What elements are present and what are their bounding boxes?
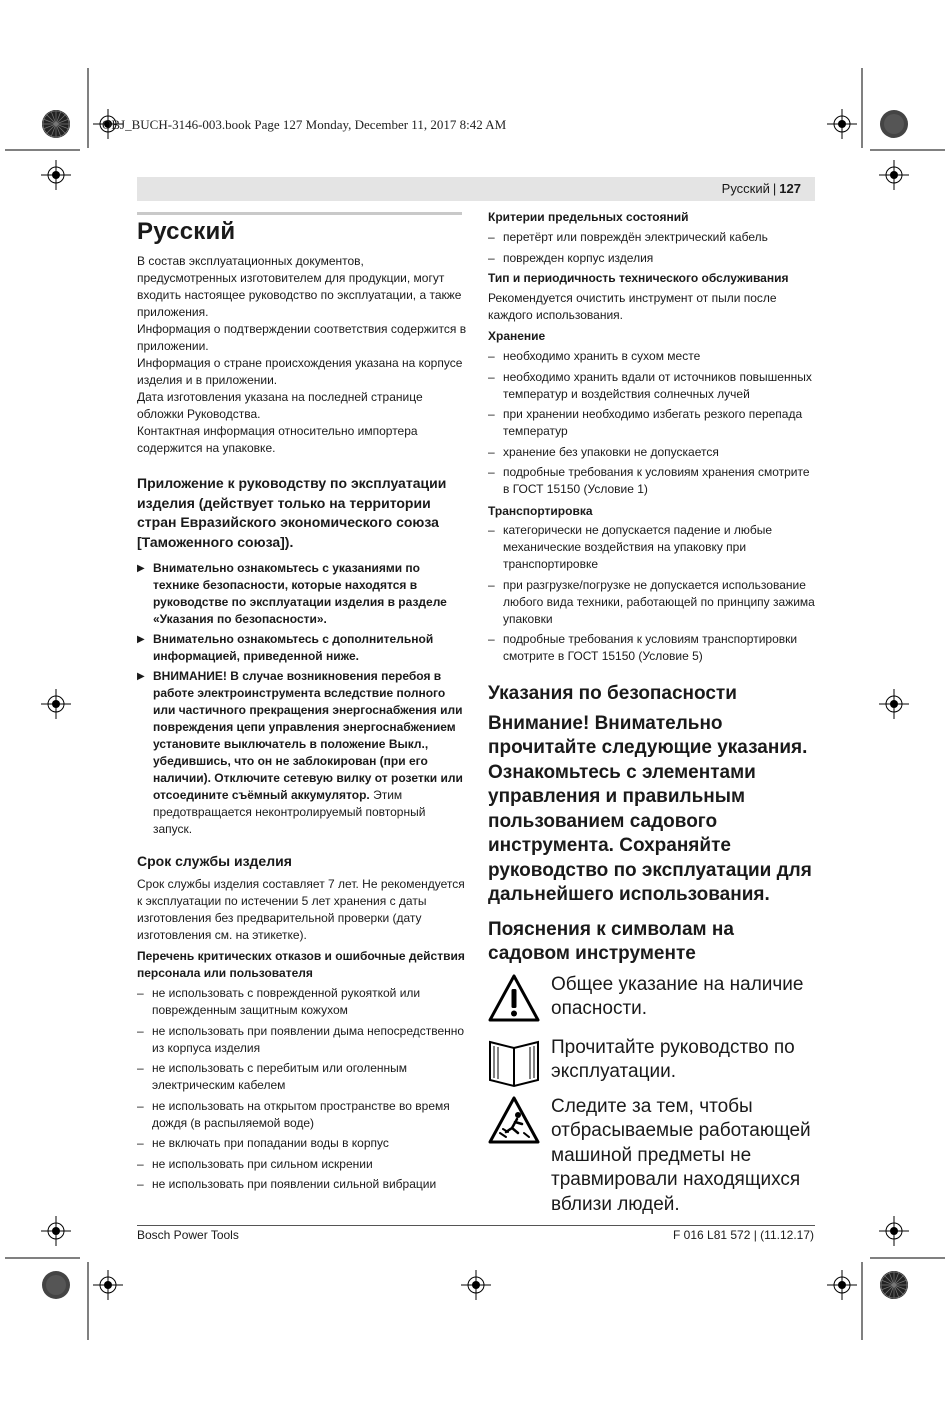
list-item-text: категорически не допускается падение и любые механические воздействия на упаковку при транспортировке bbox=[503, 523, 773, 571]
list-item bbox=[137, 1176, 467, 1193]
transport-heading: Транспортировка bbox=[488, 504, 593, 518]
dash-marker: – bbox=[488, 230, 495, 244]
arrow-marker-icon: ▶ bbox=[137, 563, 145, 574]
list-item bbox=[488, 229, 818, 246]
list-item-text: не использовать при появлении сильной вибрации bbox=[152, 1177, 437, 1191]
list-item bbox=[137, 1098, 467, 1132]
symbol-entry bbox=[488, 1036, 818, 1085]
limit-states-list bbox=[488, 229, 818, 267]
dash-marker: – bbox=[488, 465, 495, 479]
dash-marker: – bbox=[488, 632, 495, 646]
normal-text: Этим предотвращается неконтролируемый повторный запуск. bbox=[153, 788, 426, 836]
list-item bbox=[488, 577, 818, 628]
header-separator: | bbox=[772, 181, 777, 196]
intro-text bbox=[137, 253, 467, 457]
symbol-entry bbox=[488, 973, 818, 1022]
dash-marker: – bbox=[137, 1023, 144, 1038]
list-item bbox=[488, 444, 818, 461]
storage-list bbox=[488, 348, 818, 498]
page-header bbox=[137, 177, 815, 201]
dash-marker: – bbox=[137, 986, 144, 1000]
arrow-marker-icon: ▶ bbox=[137, 671, 145, 682]
list-item bbox=[488, 522, 818, 573]
dash-marker: – bbox=[488, 369, 495, 384]
list-item-text: не использовать с перебитым или оголенным электрическим кабелем bbox=[152, 1061, 408, 1092]
bold-text: Внимательно ознакомьтесь с дополнительной информацией, приведенной ниже. bbox=[153, 632, 434, 663]
list-item bbox=[488, 250, 818, 267]
manual-book-icon bbox=[488, 1036, 540, 1088]
list-item-text: не включать при попадании воды в корпус bbox=[152, 1136, 389, 1150]
list-item bbox=[137, 985, 467, 1019]
intro-paragraph: Дата изготовления указана на последней странице обложки Руководства. bbox=[137, 390, 423, 421]
list-item bbox=[488, 464, 818, 498]
list-item-text: хранение без упаковки не допускается bbox=[503, 444, 719, 459]
appendix-heading: Приложение к руководству по эксплуатации изделия (действует только на территории стран Евразийского экономического союза [Таможенного союза]). bbox=[137, 475, 447, 550]
intro-paragraph: Информация о стране происхождения указана на корпусе изделия и в приложении. bbox=[137, 356, 463, 387]
dash-marker: – bbox=[137, 1098, 144, 1113]
footer-brand: Bosch Power Tools bbox=[137, 1228, 239, 1242]
list-item-text: необходимо хранить вдали от источников повышенных температур и воздействия солнечных лучей bbox=[503, 369, 812, 401]
list-item-text: не использовать при появлении дыма непосредственно из корпуса изделия bbox=[152, 1023, 465, 1055]
print-slug: OBJ_BUCH-3146-003.book Page 127 Monday, December 11, 2017 8:42 AM bbox=[102, 117, 507, 132]
list-item bbox=[137, 1023, 467, 1057]
dash-marker: – bbox=[488, 444, 495, 459]
list-item bbox=[137, 631, 467, 665]
footer-rule bbox=[137, 1225, 815, 1226]
dash-marker: – bbox=[488, 407, 495, 421]
list-item bbox=[137, 1060, 467, 1094]
list-item-text: необходимо хранить в сухом месте bbox=[503, 349, 701, 363]
list-item bbox=[488, 406, 818, 440]
footer-doc-number: F 016 L81 572 | (11.12.17) bbox=[673, 1228, 814, 1242]
symbol-entry bbox=[488, 1095, 818, 1218]
dash-marker: – bbox=[488, 349, 495, 363]
dash-marker: – bbox=[137, 1061, 144, 1075]
dash-marker: – bbox=[488, 250, 495, 265]
arrow-marker-icon: ▶ bbox=[137, 634, 145, 645]
left-column bbox=[137, 218, 467, 1197]
list-item-text: поврежден корпус изделия bbox=[503, 250, 654, 265]
list-item-text: подробные требования к условиям хранения смотрите в ГОСТ 15150 (Условие 1) bbox=[503, 465, 810, 496]
list-item bbox=[137, 1156, 467, 1173]
symbol-text: Прочитайте руководство по эксплуатации. bbox=[551, 1036, 795, 1082]
page-title: Русский bbox=[137, 218, 236, 245]
list-item-text: не использовать при сильном искрении bbox=[152, 1156, 373, 1171]
safety-warning: Внимание! Внимательно прочитайте следующие указания. Ознакомьтесь с элементами управления и правильным пользованием садового инструмента. Сохраняйте руководство по эксплуатации для дальнейшего использования. bbox=[488, 712, 812, 905]
list-item bbox=[137, 560, 467, 628]
list-item-text: при разгрузке/погрузке не допускается использование любого вида техники, работающей по принципу зажима упаковки bbox=[503, 577, 815, 626]
service-life-heading: Срок службы изделия bbox=[137, 853, 292, 869]
dash-marker: – bbox=[137, 1177, 144, 1191]
dash-marker: – bbox=[137, 1156, 144, 1171]
transport-list bbox=[488, 522, 818, 665]
dash-marker: – bbox=[488, 523, 495, 537]
list-item-text: подробные требования к условиям транспортировки смотрите в ГОСТ 15150 (Условие 5) bbox=[503, 632, 798, 663]
list-item bbox=[137, 668, 467, 838]
maintenance-text: Рекомендуется очистить инструмент от пыли после каждого использования. bbox=[488, 291, 777, 322]
list-item bbox=[488, 348, 818, 365]
intro-paragraph: Контактная информация относительно импортера содержится на упаковке. bbox=[137, 424, 418, 455]
flying-objects-icon bbox=[488, 1095, 540, 1147]
failures-heading: Перечень критических отказов и ошибочные действия персонала или пользователя bbox=[137, 949, 465, 980]
symbol-text: Следите за тем, чтобы отбрасываемые работающей машиной предметы не травмировали находящихся вблизи людей. bbox=[551, 1095, 811, 1215]
bold-text: Внимательно ознакомьтесь с указаниями по технике безопасности, которые находятся в руководстве по эксплуатации изделия в разделе «Указания по безопасности». bbox=[153, 561, 447, 626]
list-item-text: при хранении необходимо избегать резкого перепада температур bbox=[503, 407, 803, 438]
dash-marker: – bbox=[488, 577, 495, 592]
service-life-text: Срок службы изделия составляет 7 лет. Не рекомендуется к эксплуатации по истечении 5 лет хранения с даты изготовления без предварительной проверки (дату изготовления см. на этикетке). bbox=[137, 877, 465, 942]
list-item bbox=[488, 631, 818, 665]
intro-paragraph: В состав эксплуатационных документов, предусмотренных изготовителем для продукции, могут входить настоящее руководство по эксплуатации, а также приложения. bbox=[137, 254, 462, 319]
warning-triangle-icon bbox=[488, 973, 540, 1025]
symbol-text: Общее указание на наличие опасности. bbox=[551, 973, 804, 1019]
list-item-text: не использовать на открытом пространстве во время дождя (в распыляемой воде) bbox=[152, 1098, 450, 1130]
list-item bbox=[488, 369, 818, 403]
bold-text: ВНИМАНИЕ! В случае возникновения перебоя в работе электроинструмента вследствие полного или частичного прекращения энергоснабжения или повреждения цепи управления энергоснабжением установите выключатель в положение Выкл., убедившись, что он не заблокирован (при его наличии). Отключите сетевую вилку от розетки или отсоедините съёмный аккумулятор. bbox=[153, 669, 463, 802]
intro-paragraph: Информация о подтверждении соответствия содержится в приложении. bbox=[137, 322, 467, 353]
failures-list bbox=[137, 985, 467, 1193]
list-item bbox=[137, 1135, 467, 1152]
dash-marker: – bbox=[137, 1136, 144, 1150]
maintenance-heading: Тип и периодичность технического обслуживания bbox=[488, 271, 789, 285]
safety-notes-list bbox=[137, 560, 467, 838]
list-item-text: не использовать с поврежденной рукояткой или поврежденным защитным кожухом bbox=[152, 986, 421, 1017]
right-column bbox=[488, 209, 818, 1217]
symbols-heading: Пояснения к символам на садовом инструменте bbox=[488, 918, 734, 964]
title-rule bbox=[137, 212, 462, 215]
limit-states-heading: Критерии предельных состояний bbox=[488, 210, 689, 224]
safety-heading: Указания по безопасности bbox=[488, 683, 737, 704]
page-number: 127 bbox=[779, 181, 801, 196]
header-section: Русский bbox=[721, 181, 770, 196]
storage-heading: Хранение bbox=[488, 329, 546, 343]
list-item-text: перетёрт или повреждён электрический кабель bbox=[503, 230, 768, 244]
